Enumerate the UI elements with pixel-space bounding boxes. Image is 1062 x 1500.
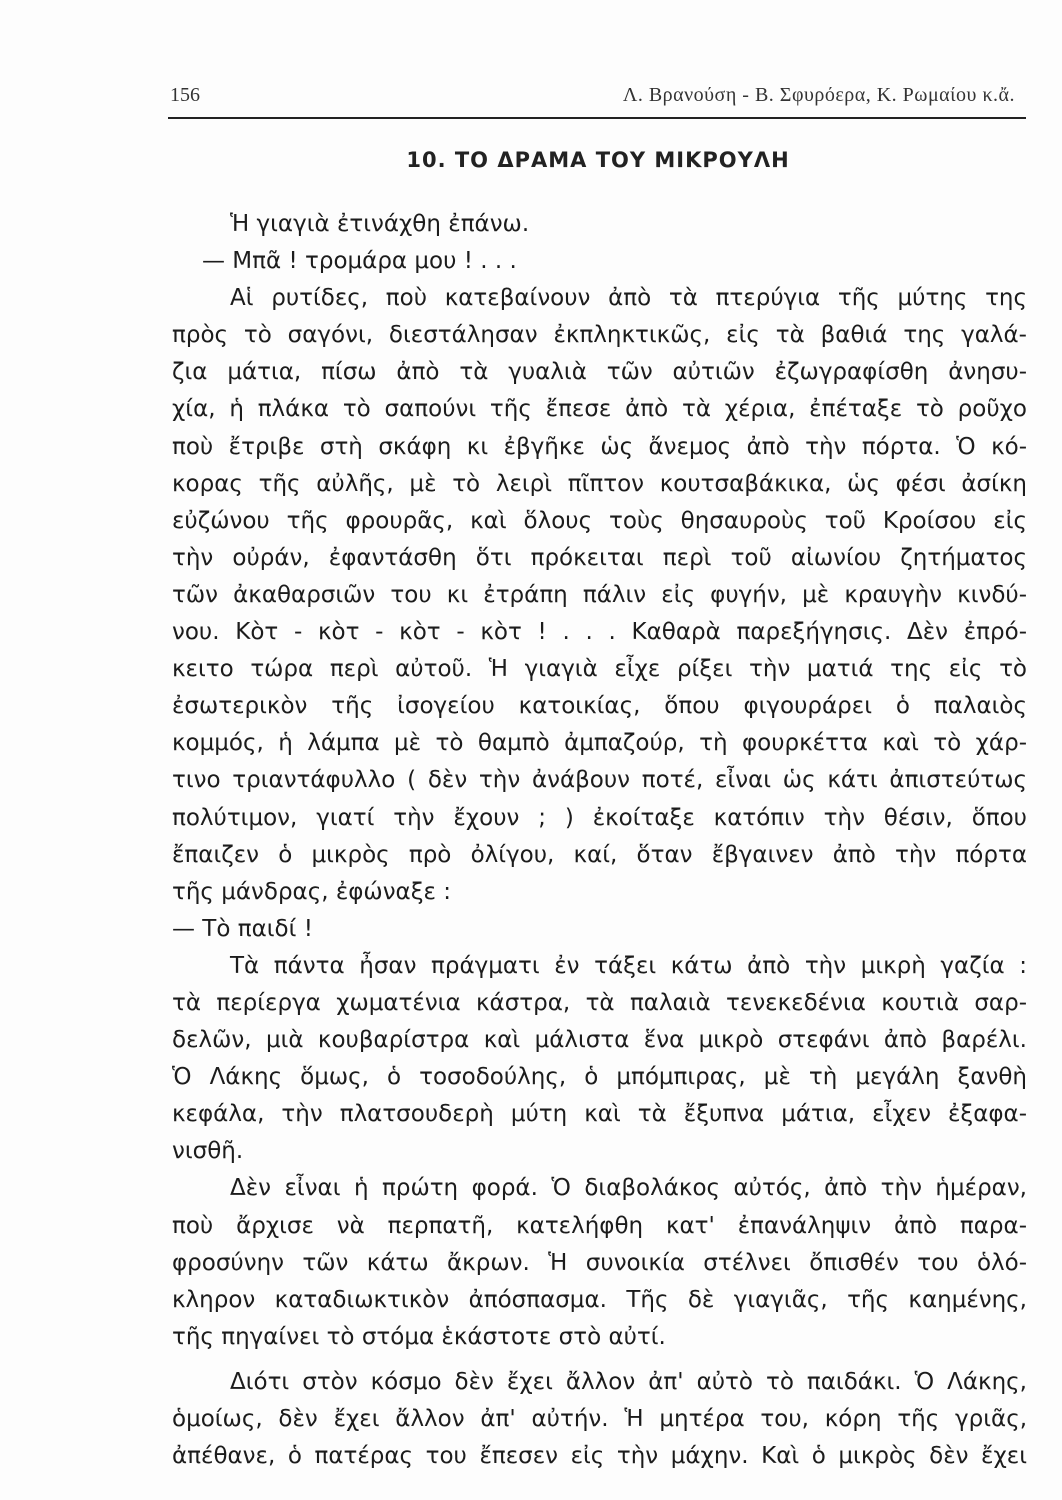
chapter-title: 10. ΤΟ ΔΡΑΜΑ ΤΟΥ ΜΙΚΡΟΥΛΗ xyxy=(406,148,790,172)
text-line: Δὲν εἶναι ἡ πρώτη φορά. Ὁ διαβολάκος αὐτός, ἀπὸ τὴν ἡμέραν, xyxy=(230,1175,1027,1202)
paragraph-gap xyxy=(172,1356,1027,1364)
text-line: κομμός, ἡ λάμπα μὲ τὸ θαμπὸ ἀμπαζούρ, τὴ φουρκέττα καὶ τὸ χάρ- xyxy=(172,730,1027,757)
text-line: εὐζώνου τῆς φρουρᾶς, καὶ ὅλους τοὺς θησαυροὺς τοῦ Κροίσου εἰς xyxy=(172,507,1027,534)
page-header xyxy=(170,84,1025,114)
text-line: τὰ περίεργα χωματένια κάστρα, τὰ παλαιὰ τενεκεδένια κουτιὰ σαρ- xyxy=(172,989,1027,1016)
text-line: νισθῆ. xyxy=(172,1138,244,1165)
text-line: Ἡ γιαγιὰ ἐτινάχθη ἐπάνω. xyxy=(230,211,530,237)
text-line: τῆς μάνδρας, ἐφώναξε : xyxy=(172,878,452,905)
text-line: Ὁ Λάκης ὅμως, ὁ τοσοδούλης, ὁ μπόμπιρας, μὲ τὴ μεγάλη ξανθὴ xyxy=(172,1064,1027,1091)
text-line: πολύτιμον, γιατί τὴν ἔχουν ; ) ἐκοίταξε κατόπιν τὴν θέσιν, ὅπου xyxy=(172,804,1027,831)
text-line: ποὺ ἔτριβε στὴ σκάφη κι ἐβγῆκε ὡς ἄνεμος ἀπὸ τὴν πόρτα. Ὁ κό- xyxy=(172,433,1027,460)
text-line: Διότι στὸν κόσμο δὲν ἔχει ἄλλον ἀπ' αὐτὸ τὸ παιδάκι. Ὁ Λάκης, xyxy=(230,1368,1027,1395)
text-line: Αἱ ρυτίδες, ποὺ κατεβαίνουν ἀπὸ τὰ πτερύγια τῆς μύτης της xyxy=(230,285,1027,312)
text-line: πρὸς τὸ σαγόνι, διεστάλησαν ἐκπληκτικῶς, εἰς τὰ βαθιά της γαλά- xyxy=(172,322,1027,349)
body-text xyxy=(172,206,1027,1475)
text-line: ποὺ ἄρχισε νὰ περπατῆ, κατελήφθη κατ' ἐπανάληψιν ἀπὸ παρα- xyxy=(172,1212,1027,1239)
text-line: τὴν οὐράν, ἐφαντάσθη ὅτι πρόκειται περὶ τοῦ αἰωνίου ζητήματος xyxy=(172,544,1027,571)
text-line: ἔπαιζεν ὁ μικρὸς πρὸ ὀλίγου, καί, ὅταν ἔβγαινεν ἀπὸ τὴν πόρτα xyxy=(172,841,1027,868)
text-line: κληρον καταδιωκτικὸν ἀπόσπασμα. Τῆς δὲ γιαγιᾶς, τῆς καημένης, xyxy=(172,1286,1027,1313)
text-line: κεφάλα, τὴν πλατσουδερὴ μύτη καὶ τὰ ἔξυπνα μάτια, εἶχεν ἐξαφα- xyxy=(172,1101,1027,1128)
text-line: τῆς πηγαίνει τὸ στόμα ἑκάστοτε στὸ αὐτί. xyxy=(172,1323,666,1350)
text-line: — Μπᾶ ! τρομάρα μου ! . . . xyxy=(202,248,517,275)
text-line: κειτο τώρα περὶ αὐτοῦ. Ἡ γιαγιὰ εἶχε ρίξει τὴν ματιά της εἰς τὸ xyxy=(172,656,1027,683)
text-line: κορας τῆς αὐλῆς, μὲ τὸ λειρὶ πῖπτον κουτσαβάκικα, ὡς φέσι ἀσίκη xyxy=(172,470,1027,497)
header-rule xyxy=(168,117,1026,119)
text-line: φροσύνην τῶν κάτω ἄκρων. Ἡ συνοικία στέλνει ὄπισθέν του ὁλό- xyxy=(172,1249,1027,1276)
text-line: νου. Κὸτ - κὸτ - κὸτ - κὸτ ! . . . Καθαρὰ παρεξήγησις. Δὲν ἐπρό- xyxy=(172,619,1027,646)
text-line: ἀπέθανε, ὁ πατέρας του ἔπεσεν εἰς τὴν μάχην. Καὶ ὁ μικρὸς δὲν ἔχει xyxy=(172,1443,1027,1470)
text-line: τῶν ἀκαθαρσιῶν του κι ἐτράπη πάλιν εἰς φυγήν, μὲ κραυγὴν κινδύ- xyxy=(172,581,1027,608)
text-line: ἐσωτερικὸν τῆς ἰσογείου κατοικίας, ὅπου φιγουράρει ὁ παλαιὸς xyxy=(172,693,1027,720)
running-head: Λ. Βρανούση - Β. Σφυρόερα, Κ. Ρωμαίου κ.ἄ. xyxy=(622,84,1015,106)
text-line: χία, ἡ πλάκα τὸ σαπούνι τῆς ἔπεσε ἀπὸ τὰ χέρια, ἐπέταξε τὸ ροῦχο xyxy=(172,396,1027,423)
text-line: Τὰ πάντα ἦσαν πράγματι ἐν τάξει κάτω ἀπὸ τὴν μικρὴ γαζία : xyxy=(230,952,1027,979)
text-line: — Τὸ παιδί ! xyxy=(172,915,313,942)
page-number: 156 xyxy=(170,84,200,106)
text-line: τινο τριαντάφυλλο ( δὲν τὴν ἀνάβουν ποτέ, εἶναι ὡς κάτι ἀπιστεύτως xyxy=(172,767,1027,794)
text-line: ὁμοίως, δὲν ἔχει ἄλλον ἀπ' αὐτήν. Ἡ μητέρα του, κόρη τῆς γριᾶς, xyxy=(172,1406,1027,1432)
text-line: δελῶν, μιὰ κουβαρίστρα καὶ μάλιστα ἕνα μικρὸ στεφάνι ἀπὸ βαρέλι. xyxy=(172,1027,1027,1054)
text-line: ζια μάτια, πίσω ἀπὸ τὰ γυαλιὰ τῶν αὐτιῶν ἐζωγραφίσθη ἀνησυ- xyxy=(172,359,1027,386)
